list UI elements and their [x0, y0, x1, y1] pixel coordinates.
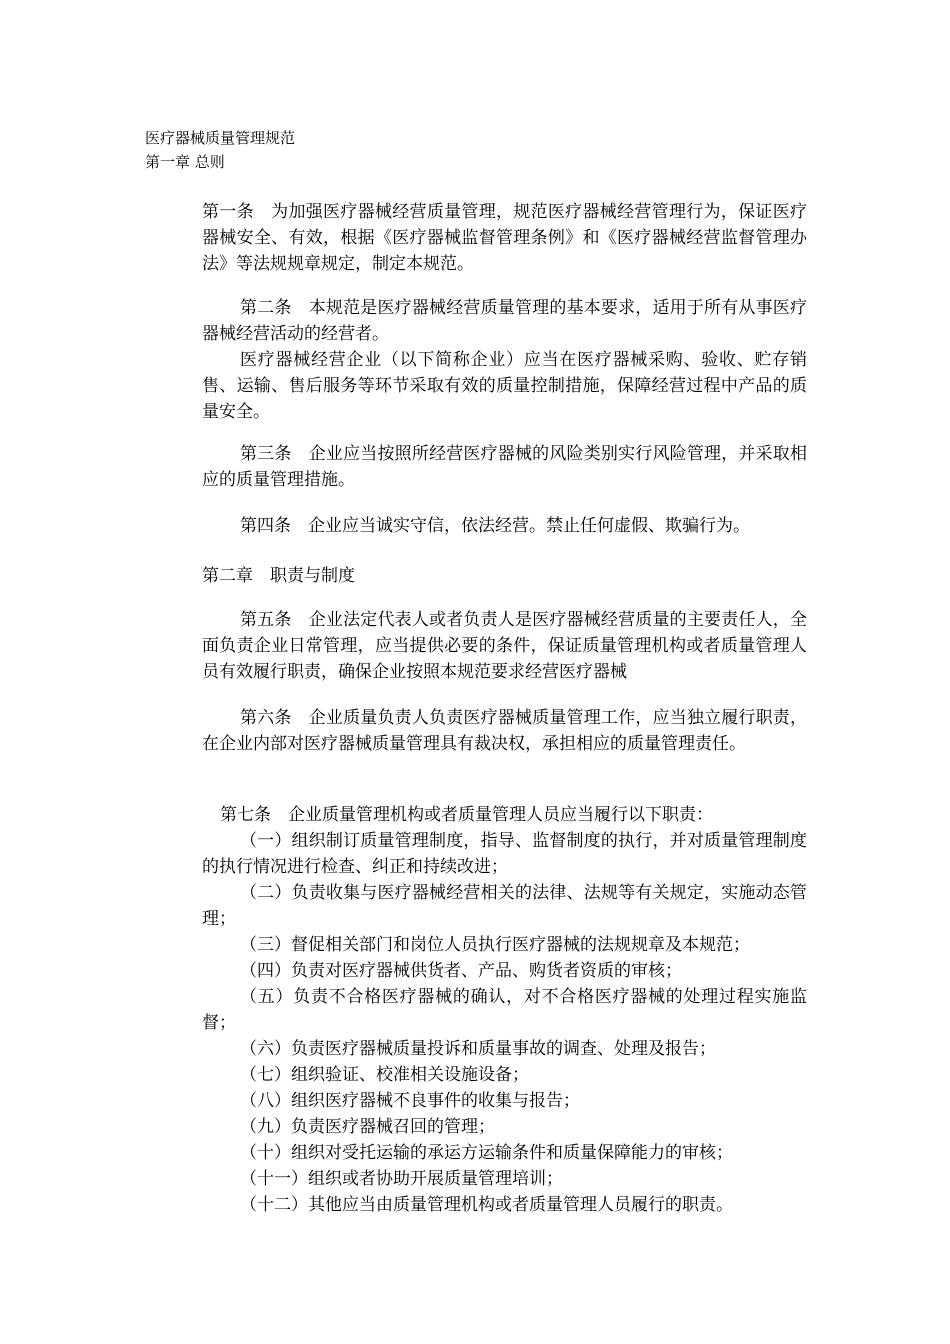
duty-item: （四）负责对医疗器械供货者、产品、购货者资质的审核； — [240, 961, 682, 981]
duty-item: （一）组织制订质量管理制度，指导、监督制度的执行，并对质量管理制度的执行情况进行检查、纠正和持续改进； — [202, 831, 807, 877]
article-7-text: 第七条 企业质量管理机构或者质量管理人员应当履行以下职责： — [220, 805, 713, 825]
article-5 — [202, 607, 807, 685]
chapter-1-heading: 第一章 总则 — [145, 153, 225, 171]
duty-item: （三）督促相关部门和岗位人员执行医疗器械的法规规章及本规范； — [240, 935, 750, 955]
article-4 — [202, 513, 807, 539]
duty-item: （五）负责不合格医疗器械的确认，对不合格医疗器械的处理过程实施监督； — [202, 987, 807, 1033]
article-2-text: 第二条 本规范是医疗器械经营质量管理的基本要求，适用于所有从事医疗器械经营活动的经营者。 — [202, 298, 807, 344]
article-2 — [202, 295, 807, 425]
article-1 — [202, 199, 807, 277]
duty-item: （十）组织对受托运输的承运方运输条件和质量保障能力的审核； — [240, 1143, 733, 1163]
article-6 — [202, 705, 807, 757]
document-title: 医疗器械质量管理规范 — [145, 129, 296, 147]
duty-item: （九）负责医疗器械召回的管理； — [240, 1117, 495, 1137]
article-1-text: 第一条 为加强医疗器械经营质量管理，规范医疗器械经营管理行为，保证医疗器械安全、有效，根据《医疗器械监督管理条例》和《医疗器械经营监督管理办法》等法规规章规定，制定本规范。 — [202, 202, 807, 274]
duty-item: （八）组织医疗器械不良事件的收集与报告； — [240, 1091, 580, 1111]
chapter-2-heading: 第二章 职责与制度 — [202, 566, 355, 586]
article-4-text: 第四条 企业应当诚实守信，依法经营。禁止任何虚假、欺骗行为。 — [240, 516, 750, 536]
duty-item: （六）负责医疗器械质量投诉和质量事故的调查、处理及报告； — [240, 1039, 716, 1059]
article-5-text: 第五条 企业法定代表人或者负责人是医疗器械经营质量的主要责任人，全面负责企业日常管理，应当提供必要的条件，保证质量管理机构或者质量管理人员有效履行职责，确保企业按照本规范要求经营医疗器械 — [202, 610, 807, 682]
duty-item: （二）负责收集与医疗器械经营相关的法律、法规等有关规定，实施动态管理； — [202, 883, 807, 929]
article-2-paragraph-2: 医疗器械经营企业（以下简称企业）应当在医疗器械采购、验收、贮存销售、运输、售后服务等环节采取有效的质量控制措施，保障经营过程中产品的质量安全。 — [202, 350, 807, 422]
duty-item: （七）组织验证、校准相关设施设备； — [240, 1065, 529, 1085]
chapter-2 — [202, 563, 807, 589]
article-7 — [202, 802, 807, 1218]
article-6-text: 第六条 企业质量负责人负责医疗器械质量管理工作，应当独立履行职责，在企业内部对医疗器械质量管理具有裁决权，承担相应的质量管理责任。 — [202, 708, 807, 754]
article-3 — [202, 441, 807, 493]
duty-item: （十一）组织或者协助开展质量管理培训； — [240, 1169, 563, 1189]
article-3-text: 第三条 企业应当按照所经营医疗器械的风险类别实行风险管理，并采取相应的质量管理措施。 — [202, 444, 807, 490]
duty-item: （十二）其他应当由质量管理机构或者质量管理人员履行的职责。 — [240, 1195, 733, 1215]
